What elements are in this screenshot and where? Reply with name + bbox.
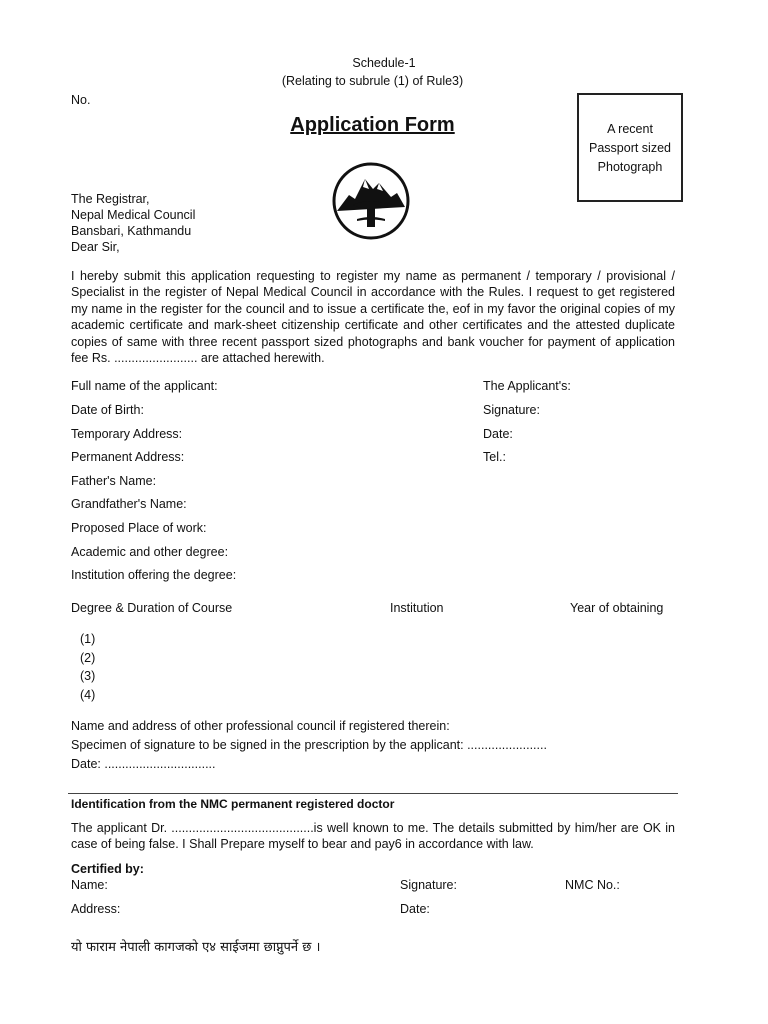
nmc-emblem-icon (331, 161, 411, 241)
certifier-nmc-no-label: NMC No.: (565, 878, 620, 892)
field-date: Date: (483, 427, 513, 441)
field-specimen-signature: Specimen of signature to be signed in the prescription by the applicant: ....................... (71, 738, 547, 752)
certifier-name-label: Name: (71, 878, 108, 892)
application-body-paragraph: I hereby submit this application requesting to register my name as permanent / temporary / provisional / Specialist in the register of Nepal Medical Council in accordance with the Rules. I request to get registered my name in the register for the council and to issue a certificate the, eof in my favor the original copies of my academic certificate and mark-sheet citizenship certificate and other certificates and the attested duplicate copies of same with three recent passport sized photographs and bank voucher for payment of application fee Rs. ........................ are attached herewith. (71, 269, 675, 366)
field-institution: Institution offering the degree: (71, 568, 237, 582)
page-title: Application Form (290, 114, 455, 136)
schedule-subheading: (Relating to subrule (1) of Rule3) (281, 74, 464, 88)
field-applicant: The Applicant's: (483, 379, 571, 393)
section-divider (68, 793, 678, 794)
field-date-of-birth: Date of Birth: (71, 403, 144, 417)
salutation: Dear Sir, (71, 240, 120, 254)
schedule-heading: Schedule-1 (352, 56, 416, 70)
certifier-date-label: Date: (400, 902, 430, 916)
photo-box-line-3: Photograph (597, 160, 663, 174)
certifier-signature-label: Signature: (400, 878, 457, 892)
addressee-line-1: The Registrar, (71, 192, 150, 206)
field-permanent-address: Permanent Address: (71, 450, 185, 464)
passport-photo-box (577, 93, 683, 202)
addressee-line-3: Bansbari, Kathmandu (71, 224, 192, 238)
degree-row-3: (3) (80, 669, 96, 683)
field-proposed-place-of-work: Proposed Place of work: (71, 521, 207, 535)
degree-row-2: (2) (80, 651, 96, 665)
field-tel: Tel.: (483, 450, 506, 464)
certified-by-label: Certified by: (71, 862, 144, 876)
field-full-name: Full name of the applicant: (71, 379, 218, 393)
degree-row-4: (4) (80, 688, 96, 702)
field-temporary-address: Temporary Address: (71, 427, 183, 441)
field-date-dotted: Date: ................................ (71, 757, 216, 771)
degree-row-1: (1) (80, 632, 96, 646)
degree-table-header-year: Year of obtaining (570, 601, 664, 615)
photo-box-line-2: Passport sized (589, 141, 671, 155)
degree-table-header-course: Degree & Duration of Course (71, 601, 233, 615)
addressee-line-2: Nepal Medical Council (71, 208, 196, 222)
photo-box-line-1: A recent (607, 122, 653, 136)
number-label: No. (71, 93, 91, 107)
degree-table-header-institution: Institution (390, 601, 444, 615)
footer-note: यो फाराम नेपाली कागजको ए४ साईजमा छाप्नुपर्ने छ । (71, 940, 321, 955)
field-grandfather-name: Grandfather's Name: (71, 497, 187, 511)
identification-heading: Identification from the NMC permanent registered doctor (71, 797, 395, 811)
field-father-name: Father's Name: (71, 474, 157, 488)
field-academic-degree: Academic and other degree: (71, 545, 229, 559)
certifier-address-label: Address: (71, 902, 121, 916)
field-signature: Signature: (483, 403, 540, 417)
field-professional-council: Name and address of other professional council if registered therein: (71, 719, 450, 733)
identification-text: The applicant Dr. .........................................is well known to me. The details submitted by him/her are OK in case of being false. I Shall Prepare myself to bear and pay6 in accordance with law. (71, 821, 675, 852)
